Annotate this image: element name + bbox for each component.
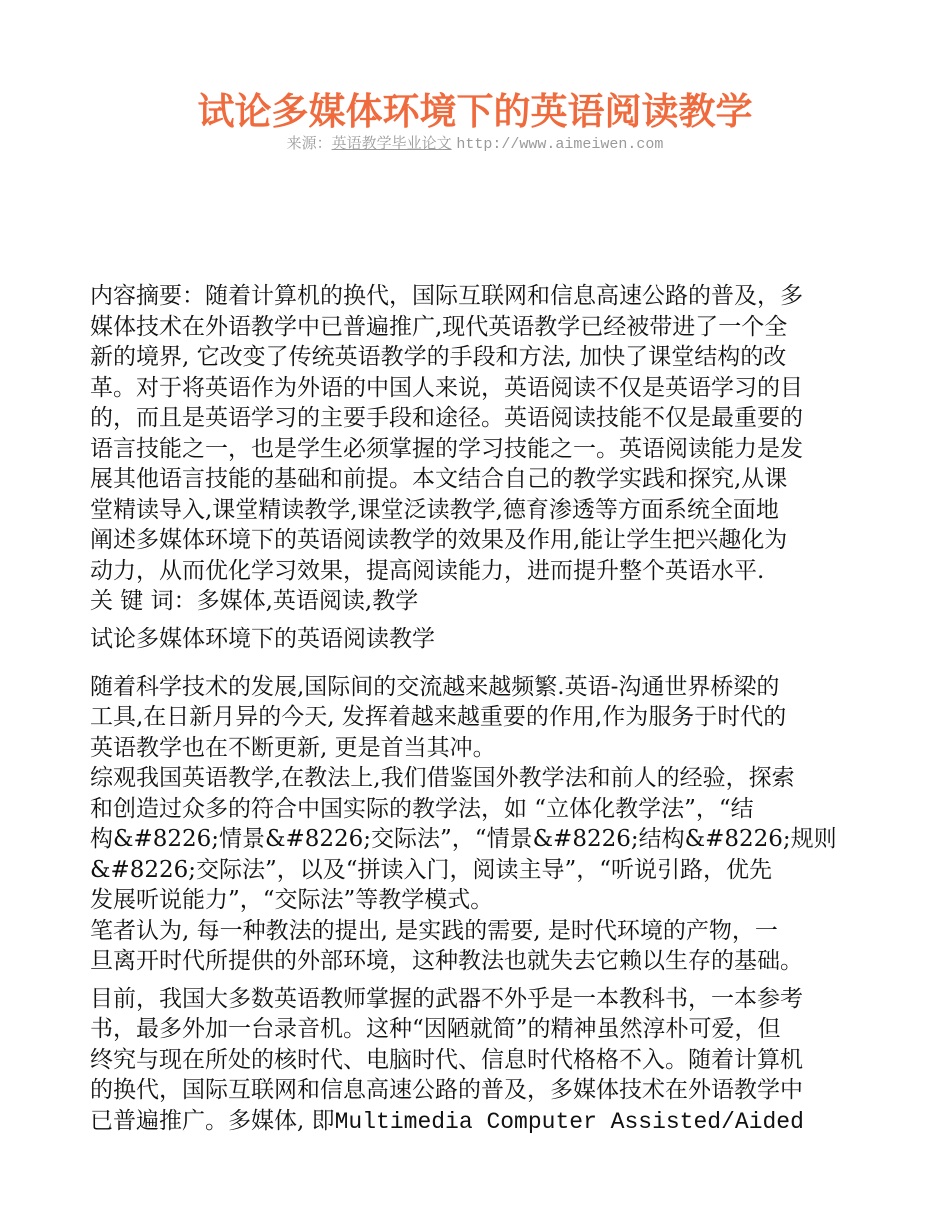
abstract-line: 堂精读导入,课堂精读教学,课堂泛读教学,德育渗透等方面系统全面地 — [90, 496, 779, 523]
paragraph-line: 书，最多外加一台录音机。这种“因陋就简”的精神虽然淳朴可爱，但 — [90, 1016, 781, 1042]
abstract-line: 动力，从而优化学习效果，提高阅读能力，进而提升整个英语水平. — [90, 557, 765, 584]
paragraph-line: 发展听说能力”，“交际法”等教学模式。 — [90, 887, 494, 913]
paragraph-line: 随着科学技术的发展,国际间的交流越来越频繁.英语-沟通世界桥梁的 — [90, 673, 780, 700]
paragraph-line: 构&#8226;情景&#8226;交际法”，“情景&#8226;结构&#8226;规则 — [90, 826, 837, 852]
abstract-line: 语言技能之一，也是学生必须掌握的学习技能之一。英语阅读能力是发 — [90, 435, 803, 462]
source-label: 来源： — [286, 134, 332, 152]
paragraph-line: 已普遍推广。多媒体, 即 — [90, 1107, 335, 1134]
abstract-line: 内容摘要：随着计算机的换代，国际互联网和信息高速公路的普及，多 — [90, 283, 803, 309]
source-url: http://www.aimeiwen.com — [456, 136, 664, 153]
article-body — [90, 624, 860, 1137]
abstract-line: 新的境界, 它改变了传统英语教学的手段和方法, 加快了课堂结构的改 — [90, 344, 787, 370]
paragraph-line: 目前，我国大多数英语教师掌握的武器不外乎是一本教科书，一本参考 — [90, 985, 803, 1012]
paragraph-line: 和创造过众多的符合中国实际的教学法，如 “立体化教学法”，“结 — [90, 795, 754, 822]
source-line — [0, 134, 950, 154]
abstract-text — [90, 281, 860, 617]
section-heading: 试论多媒体环境下的英语阅读教学 — [90, 626, 435, 652]
source-category-link[interactable]: 英语教学毕业论文 — [331, 134, 452, 152]
paragraph-line: 笔者认为, 每一种教法的提出, 是实践的需要, 是时代环境的产物，一 — [90, 917, 778, 944]
paragraph-current-state — [90, 984, 860, 1138]
abstract-line: 革。对于将英语作为外语的中国人来说，英语阅读不仅是英语学习的目 — [90, 374, 803, 401]
paragraph-line: 的换代，国际互联网和信息高速公路的普及，多媒体技术在外语教学中 — [90, 1077, 803, 1103]
document-title: 试论多媒体环境下的英语阅读教学 — [197, 89, 753, 133]
paragraph-line: &#8226;交际法”，以及“拼读入门，阅读主导”，“听说引路，优先 — [90, 856, 773, 883]
paragraph-line: 工具,在日新月异的今天, 发挥着越来越重要的作用,作为服务于时代的 — [90, 704, 787, 730]
keywords-line: 关 键 词：多媒体,英语阅读,教学 — [90, 588, 419, 614]
abstract-block — [90, 281, 860, 617]
paragraph-line: 综观我国英语教学,在教法上,我们借鉴国外教学法和前人的经验，探索 — [90, 765, 795, 791]
abstract-line: 的，而且是英语学习的主要手段和途径。英语阅读技能不仅是最重要的 — [90, 405, 803, 431]
paragraph-line: 英语教学也在不断更新, 更是首当其冲。 — [90, 734, 496, 761]
abstract-line: 阐述多媒体环境下的英语阅读教学的效果及作用,能让学生把兴趣化为 — [90, 527, 788, 553]
abstract-line: 展其他语言技能的基础和前提。本文结合自己的教学实践和探究,从课 — [90, 466, 788, 492]
abstract-line: 媒体技术在外语教学中已普遍推广,现代英语教学已经被带进了一个全 — [90, 313, 788, 340]
paragraph-line: 终究与现在所处的核时代、电脑时代、信息时代格格不入。随着计算机 — [90, 1046, 803, 1073]
paragraph-intro — [90, 672, 860, 977]
paragraph-line: 旦离开时代所提供的外部环境，这种教法也就失去它赖以生存的基础。 — [90, 948, 803, 974]
paragraph-line-english: Multimedia Computer Assisted/Aided — [334, 1108, 804, 1135]
